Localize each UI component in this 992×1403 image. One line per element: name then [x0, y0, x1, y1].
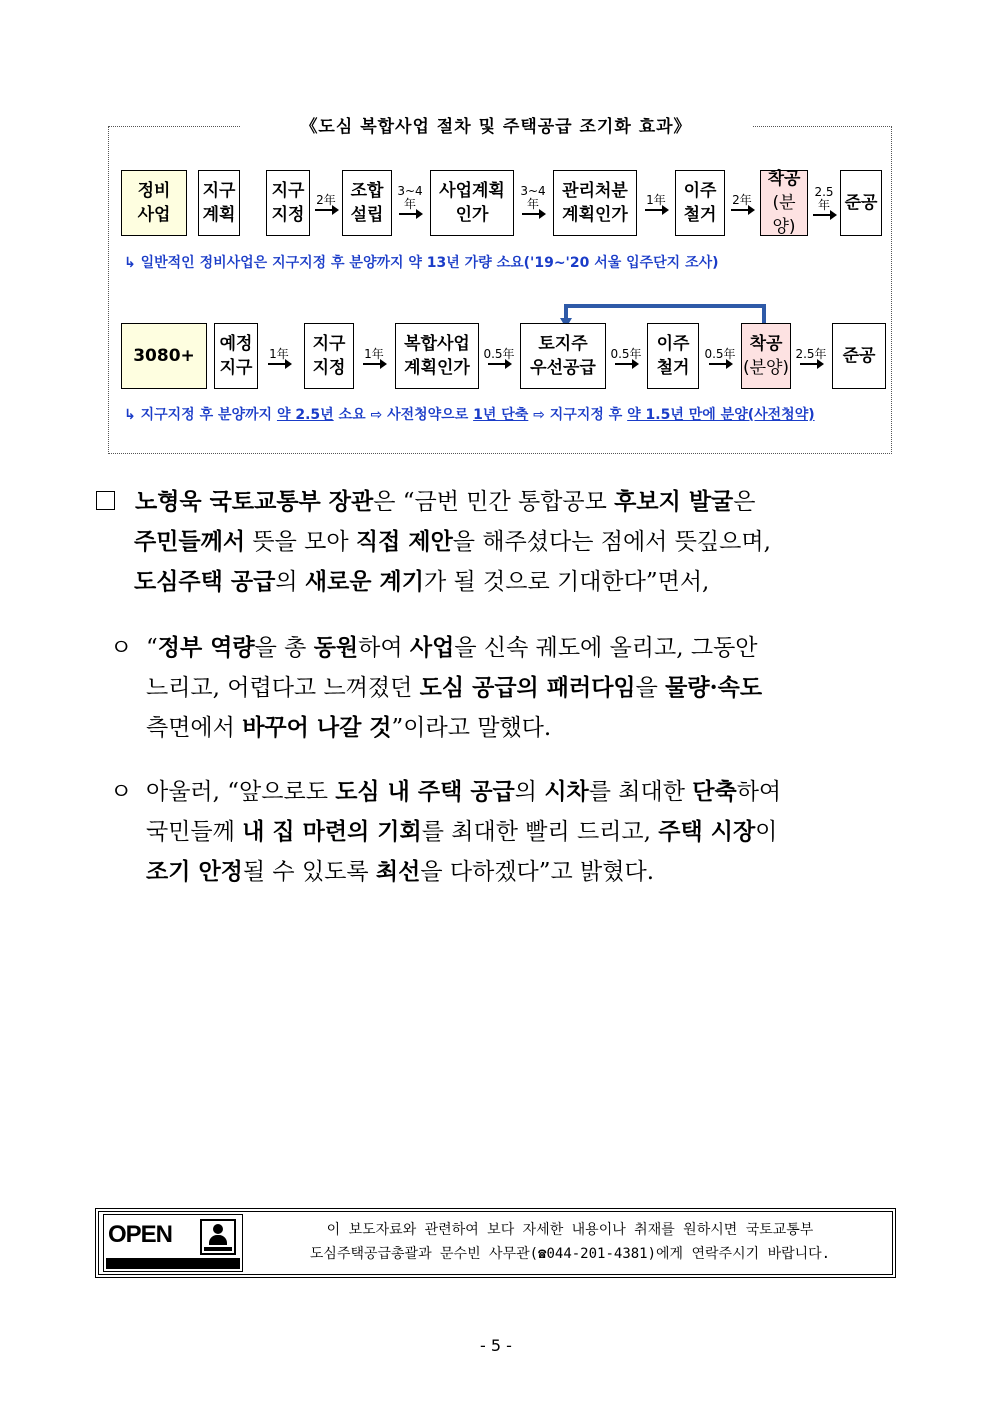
- open-license-logo: [103, 1214, 243, 1272]
- process-box: 준공: [840, 170, 882, 236]
- paragraph-line: 국민들께 내 집 마련의 기회를 최대한 빨리 드리고, 주택 시장이: [146, 818, 778, 845]
- circle-bullet-icon: ㅇ: [110, 779, 133, 805]
- paragraph-line: 측면에서 바꾸어 나갈 것”이라고 말했다.: [146, 714, 552, 741]
- step-arrow: 1年: [357, 334, 391, 378]
- timeline-note: ↳ 일반적인 정비사업은 지구지정 후 분양까지 약 13년 가량 소요('19~'20 서울 입주단지 조사): [124, 255, 719, 271]
- process-box: 준공: [832, 323, 886, 389]
- process-box-highlight: 착공 (분양): [741, 323, 791, 389]
- step-arrow: 1年: [639, 180, 673, 224]
- license-person-icon: [200, 1219, 236, 1255]
- process-box: 지구 지정: [266, 170, 310, 236]
- step-arrow: 3~4 年: [516, 174, 550, 226]
- process-box: 관리처분 계획인가: [553, 170, 637, 236]
- process-box: 3080+: [121, 323, 207, 389]
- step-arrow: 2.5 年: [809, 176, 839, 226]
- paragraph-line: 도심주택 공급의 새로운 계기가 될 것으로 기대한다”면서,: [134, 568, 710, 595]
- page-number: - 5 -: [480, 1336, 512, 1355]
- step-arrow: 0.5年: [480, 334, 518, 378]
- process-box: 복합사업 계획인가: [395, 323, 479, 389]
- paragraph-line: ㅇ “정부 역량을 총 동원하여 사업을 신속 궤도에 올리고, 그동안: [110, 626, 758, 670]
- step-arrow: 1年: [262, 334, 296, 378]
- step-arrow: 0.5年: [701, 334, 739, 378]
- step-arrow: 2.5年: [792, 334, 830, 378]
- process-box: 지구 계획: [198, 170, 240, 236]
- step-arrow: 2年: [726, 180, 758, 224]
- process-box: 토지주 우선공급: [520, 323, 606, 389]
- process-box: 이주 철거: [647, 323, 699, 389]
- contact-text: 이 보도자료와 관련하여 보다 자세한 내용이나 취재를 원하시면 국토교통부 도심주택공급총괄과 문수빈 사무관(☎044-201-4381)에게 연락주시기 바랍니다.: [309, 1222, 831, 1262]
- open-logo-text: OPEN: [108, 1221, 173, 1248]
- paragraph-line: 주민들께서 뜻을 모아 직접 제안을 해주셨다는 점에서 뜻깊으며,: [134, 528, 771, 555]
- timeline-note: ↳ 지구지정 후 분양까지 약 2.5년 소요 ⇨ 사전청약으로 1년 단축 ⇨ 지구지정 후 약 1.5년 만에 분양(사전청약): [124, 407, 815, 423]
- circle-bullet-icon: ㅇ: [110, 635, 133, 661]
- step-arrow: 3~4 年: [393, 174, 427, 226]
- process-box: 이주 철거: [675, 170, 725, 236]
- process-box: 예정 지구: [214, 323, 258, 389]
- process-box: 사업계획 인가: [430, 170, 514, 236]
- paragraph-line: 노형욱 국토교통부 장관은 “금번 민간 통합공모 후보지 발굴은: [96, 480, 756, 524]
- step-arrow: 0.5年: [607, 334, 645, 378]
- process-box: 지구 지정: [304, 323, 354, 389]
- step-arrow: 2年: [311, 180, 341, 224]
- license-strip: [106, 1258, 240, 1269]
- paragraph-line: 조기 안정될 수 있도록 최선을 다하겠다”고 밝혔다.: [146, 858, 655, 885]
- process-box: 정비 사업: [121, 170, 187, 236]
- paragraph-line: 느리고, 어렵다고 느껴졌던 도심 공급의 패러다임을 물량·속도: [146, 674, 763, 701]
- diagram-title: 《도심 복합사업 절차 및 주택공급 조기화 효과》: [240, 114, 752, 140]
- process-box-highlight: 착공 (분양): [760, 170, 808, 236]
- checkbox-bullet-icon: [96, 491, 115, 510]
- process-box: 조합 설립: [342, 170, 392, 236]
- paragraph-line: ㅇ 아울러, “앞으로도 도심 내 주택 공급의 시차를 최대한 단축하여: [110, 770, 781, 814]
